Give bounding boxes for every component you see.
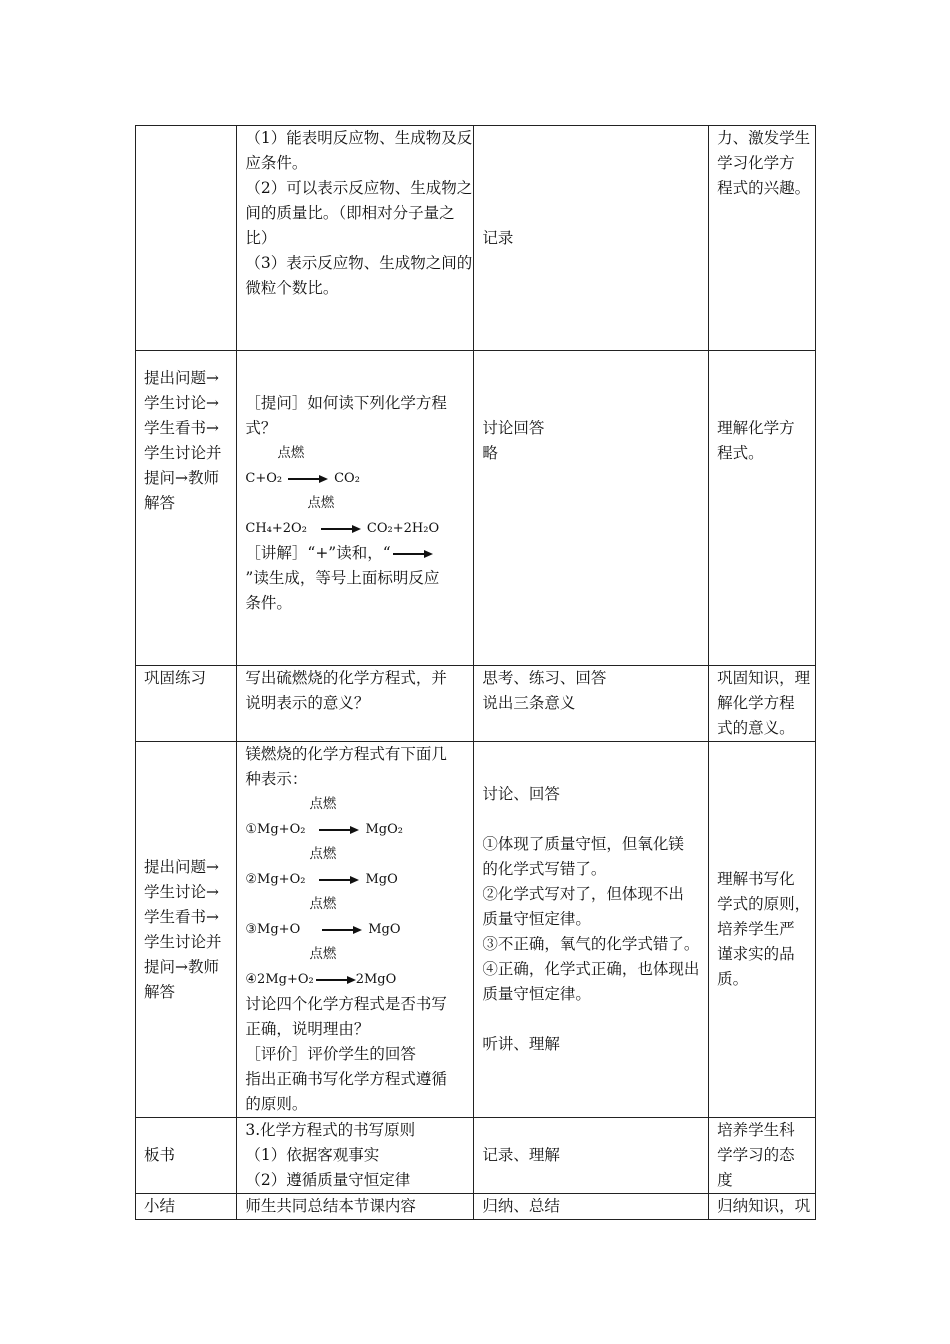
text-line: 板书 bbox=[144, 1146, 176, 1164]
explain-text: ［讲解］“+”读和，“ bbox=[245, 544, 391, 562]
text-line: 的化学式写错了。 bbox=[482, 860, 607, 878]
text-line: 解答 bbox=[144, 494, 176, 512]
text-line: 质。 bbox=[717, 970, 749, 988]
table-row bbox=[136, 666, 816, 742]
text-line: 培养学生科 bbox=[717, 1121, 795, 1139]
text-line: （2）遵循质量守恒定律 bbox=[245, 1171, 411, 1189]
text-line: 说出三条意义 bbox=[482, 694, 576, 712]
student-activity-cell bbox=[474, 1118, 709, 1194]
text-line: 略 bbox=[482, 444, 498, 462]
arrow-icon bbox=[288, 474, 328, 484]
chemical-equation bbox=[245, 867, 465, 892]
text-line: 质量守恒定律。 bbox=[482, 910, 591, 928]
equation-reactants: C+O₂ bbox=[245, 471, 283, 486]
student-activity-cell bbox=[474, 1194, 709, 1220]
text-line: ”读生成，等号上面标明反应 bbox=[245, 569, 440, 587]
table-row bbox=[136, 351, 816, 666]
text-line: 学式的原则， bbox=[717, 895, 811, 913]
arrow-icon bbox=[393, 549, 433, 559]
text-line: 小结 bbox=[144, 1197, 176, 1215]
stage-cell bbox=[136, 666, 237, 742]
text-line: 3.化学方程式的书写原则 bbox=[245, 1121, 416, 1139]
text-line: 学生讨论→ bbox=[144, 882, 219, 901]
text-line: 学生看书→ bbox=[144, 907, 219, 926]
text-line: 间的质量比。（即相对分子量之 bbox=[245, 204, 455, 222]
text-line: 度 bbox=[717, 1171, 733, 1189]
equation-products: MgO₂ bbox=[365, 822, 403, 837]
student-activity-cell bbox=[474, 742, 709, 1118]
text-line: 讨论、回答 bbox=[482, 785, 560, 803]
text-line: 记录 bbox=[482, 228, 514, 247]
student-activity-cell bbox=[474, 351, 709, 666]
student-activity-cell bbox=[474, 666, 709, 742]
text-line: 程式的兴趣。 bbox=[717, 179, 811, 197]
lesson-plan-table bbox=[135, 125, 816, 1220]
equation-reactants: ①Mg+O₂ bbox=[245, 822, 306, 837]
text-line: 解化学方程 bbox=[717, 694, 795, 712]
reaction-condition: 点燃 bbox=[307, 495, 335, 511]
text-line: 学生看书→ bbox=[144, 419, 219, 437]
design-intent-cell bbox=[709, 351, 816, 666]
text-line: 师生共同总结本节课内容 bbox=[245, 1197, 416, 1215]
student-activity-cell bbox=[474, 126, 709, 351]
text-line: 讨论回答 bbox=[482, 419, 545, 437]
text-line: 条件。 bbox=[245, 594, 292, 612]
text-line: 说明表示的意义？ bbox=[245, 694, 370, 712]
reaction-condition: 点燃 bbox=[309, 896, 337, 912]
text-line: 归纳、总结 bbox=[482, 1197, 560, 1215]
text-line: 式的意义。 bbox=[717, 719, 795, 737]
design-intent-cell bbox=[709, 126, 816, 351]
teacher-activity-cell bbox=[237, 126, 474, 351]
text-line: 理解化学方 bbox=[717, 419, 795, 437]
text-line: ［提问］如何读下列化学方程 bbox=[245, 394, 447, 412]
text-line: 正确，说明理由？ bbox=[245, 1020, 370, 1038]
equation-reactants: ②Mg+O₂ bbox=[245, 872, 306, 887]
text-line: （1）依据客观事实 bbox=[245, 1146, 380, 1164]
text-line: （1）能表明反应物、生成物及反 bbox=[245, 129, 473, 147]
arrow-icon bbox=[321, 524, 361, 534]
text-line: 学习化学方 bbox=[717, 154, 795, 172]
text-line: 比） bbox=[245, 229, 277, 247]
text-line: 指出正确书写化学方程式遵循 bbox=[245, 1070, 447, 1088]
equation-products: CO₂+2H₂O bbox=[366, 521, 440, 536]
reaction-condition: 点燃 bbox=[309, 846, 337, 862]
text-line: 巩固练习 bbox=[144, 669, 207, 687]
text-line: 解答 bbox=[144, 982, 176, 1001]
arrow-icon bbox=[316, 975, 356, 985]
text-line: 讨论四个化学方程式是否书写 bbox=[245, 995, 447, 1013]
text-line: ［评价］评价学生的回答 bbox=[245, 1045, 416, 1063]
text-line: 提出问题→ bbox=[144, 857, 219, 876]
design-intent-cell bbox=[709, 666, 816, 742]
teacher-activity-cell bbox=[237, 1118, 474, 1194]
text-line: （2）可以表示反应物、生成物之 bbox=[245, 179, 473, 197]
table-row bbox=[136, 1194, 816, 1220]
text-line: 学学习的态 bbox=[717, 1146, 795, 1164]
teacher-activity-cell bbox=[237, 742, 474, 1118]
text-line: 写出硫燃烧的化学方程式，并 bbox=[245, 669, 447, 687]
text-line: ①体现了质量守恒，但氧化镁 bbox=[482, 835, 684, 853]
chemical-equation bbox=[245, 917, 465, 942]
text-line: （3）表示反应物、生成物之间的 bbox=[245, 254, 473, 272]
arrow-icon bbox=[319, 825, 359, 835]
stage-cell bbox=[136, 126, 237, 351]
table-row bbox=[136, 126, 816, 351]
stage-cell bbox=[136, 351, 237, 666]
arrow-icon bbox=[322, 925, 362, 935]
teacher-activity-cell bbox=[237, 666, 474, 742]
text-line: 种表示： bbox=[245, 770, 308, 788]
chemical-equation bbox=[245, 466, 465, 491]
table-row bbox=[136, 1118, 816, 1194]
text-line: 学生讨论并 bbox=[144, 932, 222, 951]
text-line: 学生讨论→ bbox=[144, 394, 219, 412]
arrow-icon bbox=[319, 875, 359, 885]
table-row bbox=[136, 742, 816, 1118]
equation-reactants: CH₄+2O₂ bbox=[245, 521, 307, 536]
design-intent-cell bbox=[709, 742, 816, 1118]
chemical-equation bbox=[245, 817, 465, 842]
text-line: 学生讨论并 bbox=[144, 444, 222, 462]
text-line: 式？ bbox=[245, 419, 277, 437]
reaction-condition: 点燃 bbox=[277, 445, 305, 461]
teacher-activity-cell bbox=[237, 351, 474, 666]
text-line: 程式。 bbox=[717, 444, 764, 462]
text-line: 巩固知识，理 bbox=[717, 669, 811, 687]
text-line: 提出问题→ bbox=[144, 369, 219, 387]
text-line: ③不正确，氧气的化学式错了。 bbox=[482, 935, 700, 953]
stage-cell bbox=[136, 742, 237, 1118]
equation-reactants: ③Mg+O bbox=[245, 922, 301, 937]
text-line: 理解书写化 bbox=[717, 870, 795, 888]
teacher-activity-cell bbox=[237, 1194, 474, 1220]
equation-products: CO₂ bbox=[334, 471, 360, 486]
text-line: 质量守恒定律。 bbox=[482, 985, 591, 1003]
text-line: 力、激发学生 bbox=[717, 129, 811, 147]
text-line: 思考、练习、回答 bbox=[482, 669, 607, 687]
reaction-condition: 点燃 bbox=[309, 796, 337, 812]
text-line bbox=[245, 541, 465, 566]
text-line: ②化学式写对了，但体现不出 bbox=[482, 885, 684, 903]
text-line: 微粒个数比。 bbox=[245, 279, 339, 297]
equation-products: 2MgO bbox=[355, 972, 397, 987]
stage-cell bbox=[136, 1118, 237, 1194]
equation-products: MgO bbox=[368, 922, 401, 937]
stage-cell bbox=[136, 1194, 237, 1220]
chemical-equation bbox=[245, 967, 465, 992]
chemical-equation bbox=[245, 516, 465, 541]
text-line: 提问→教师 bbox=[144, 957, 219, 976]
text-line: 镁燃烧的化学方程式有下面几 bbox=[245, 745, 447, 763]
equation-reactants: ④2Mg+O₂ bbox=[245, 972, 314, 987]
equation-products: MgO bbox=[365, 872, 398, 887]
design-intent-cell bbox=[709, 1118, 816, 1194]
design-intent-cell bbox=[709, 1194, 816, 1220]
reaction-condition: 点燃 bbox=[309, 946, 337, 962]
text-line: 谨求实的品 bbox=[717, 945, 795, 963]
text-line: 培养学生严 bbox=[717, 920, 795, 938]
text-line: 记录、理解 bbox=[482, 1146, 560, 1164]
text-line: 应条件。 bbox=[245, 154, 308, 172]
text-line: 归纳知识，巩 bbox=[717, 1197, 811, 1215]
text-line: 的原则。 bbox=[245, 1095, 308, 1113]
text-line: 听讲、理解 bbox=[482, 1035, 560, 1053]
text-line: 提问→教师 bbox=[144, 469, 219, 487]
text-line: ④正确，化学式正确，也体现出 bbox=[482, 960, 700, 978]
